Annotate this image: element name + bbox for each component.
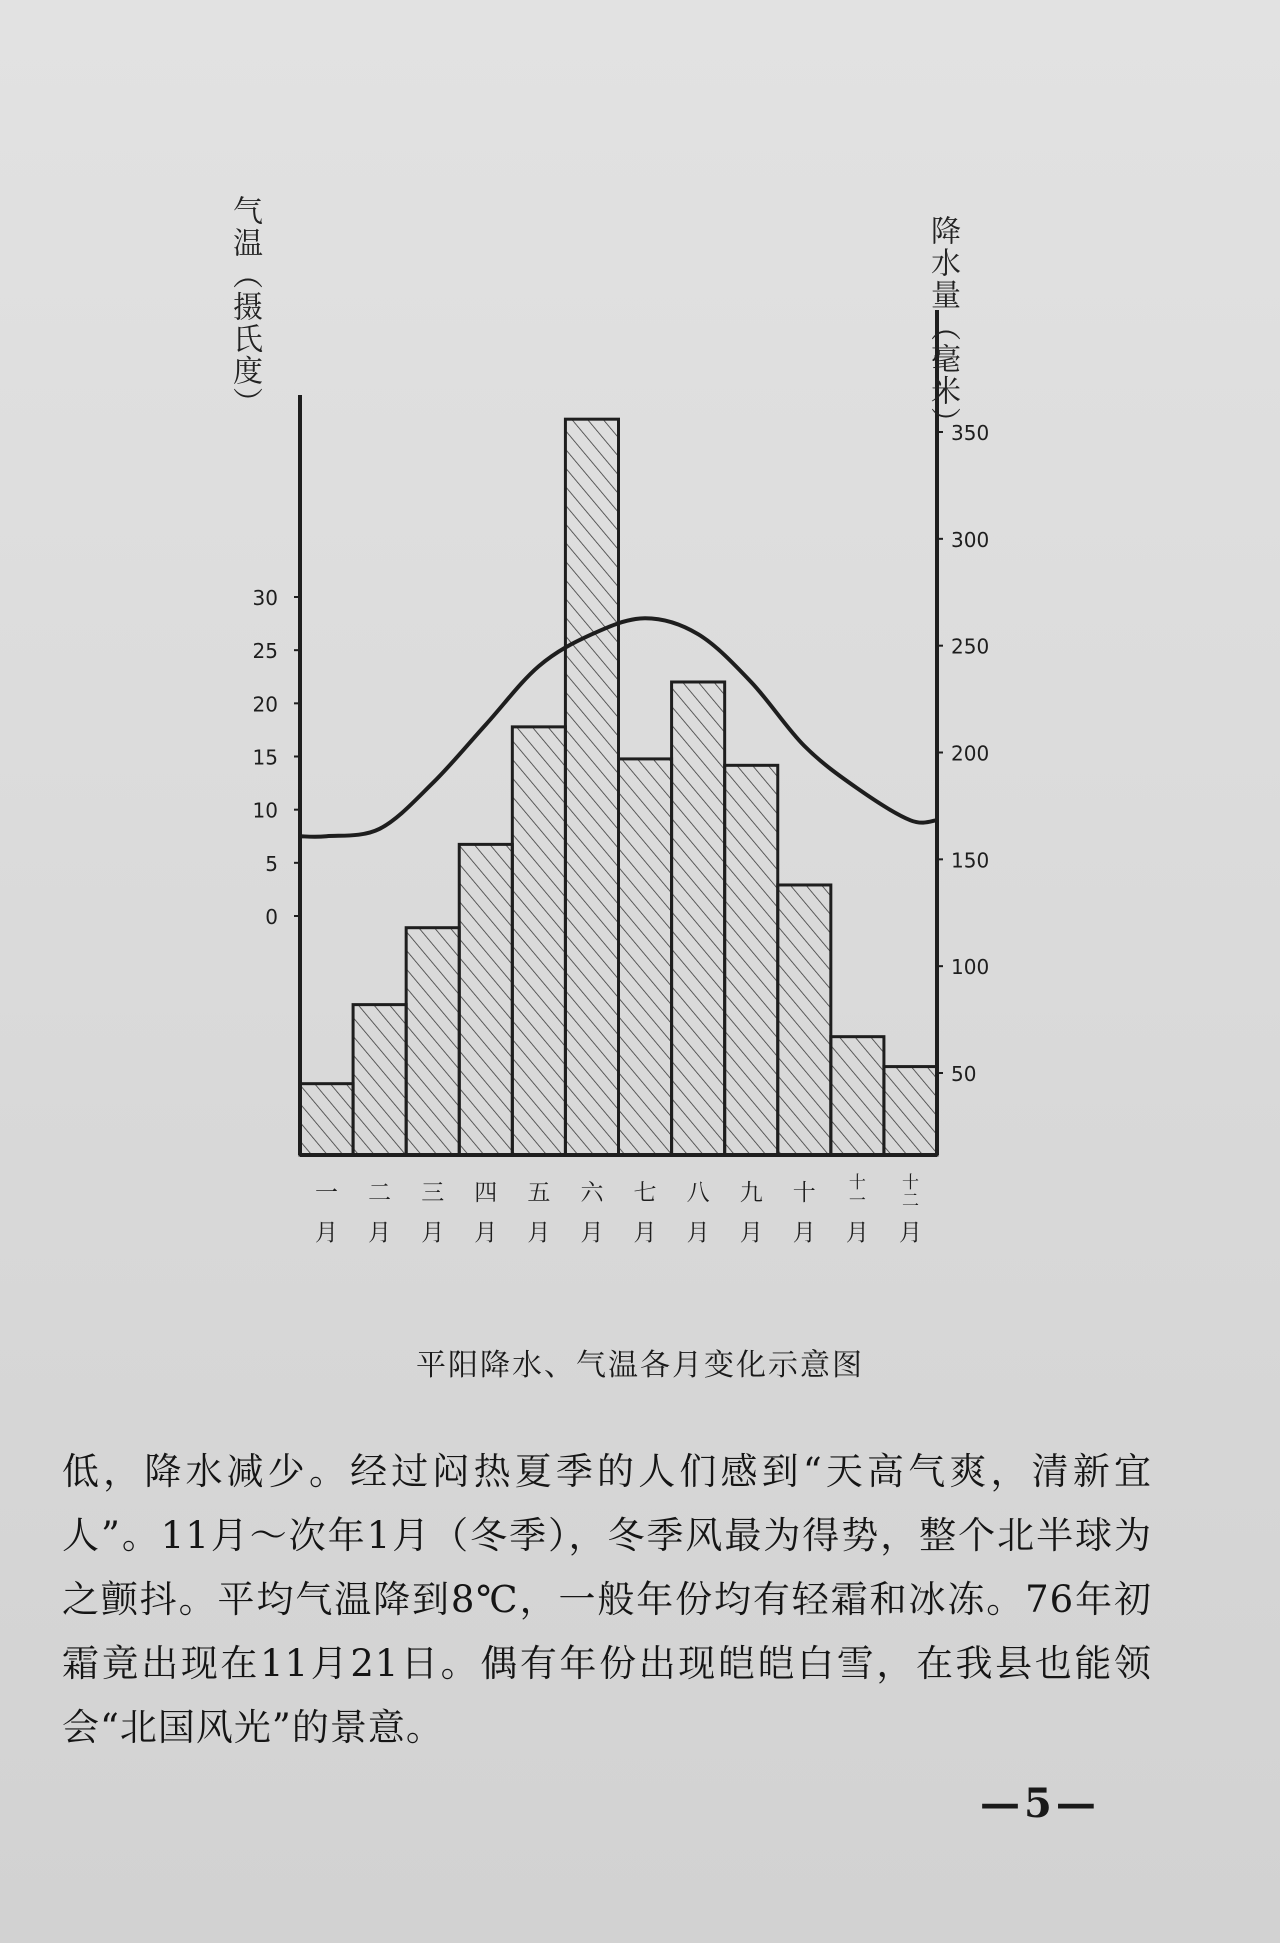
month-label-2 xyxy=(368,1180,391,1246)
month-label-bottom: 月 xyxy=(633,1220,657,1246)
month-label-3 xyxy=(421,1180,444,1246)
month-label-5 xyxy=(527,1180,550,1246)
precip-bar-4 xyxy=(459,844,512,1155)
month-label-10 xyxy=(793,1180,816,1246)
page-number: —5— xyxy=(980,1780,1100,1827)
right-tick-label: 100 xyxy=(951,955,990,980)
right-axis-title: 降水量（毫米） xyxy=(925,215,960,439)
right-tick-label: 300 xyxy=(951,527,990,552)
left-tick-label: 25 xyxy=(252,639,278,664)
precip-bar-6 xyxy=(565,419,618,1155)
month-label-bottom: 月 xyxy=(686,1220,710,1246)
month-label-6 xyxy=(580,1180,604,1246)
left-axis-title: 气温（摄氏度） xyxy=(227,195,262,419)
month-label-bottom: 月 xyxy=(474,1220,498,1246)
month-label-top: 三 xyxy=(421,1180,445,1206)
month-label-12 xyxy=(899,1173,922,1246)
month-label-bottom: 月 xyxy=(898,1220,922,1246)
month-label-top: 十 xyxy=(792,1180,816,1206)
left-tick-label: 30 xyxy=(252,586,278,610)
right-tick-label: 50 xyxy=(951,1062,977,1086)
month-label-mid: 一 xyxy=(848,1191,866,1211)
precip-bar-10 xyxy=(778,885,831,1155)
right-tick-label: 200 xyxy=(951,741,990,766)
left-tick-label: 5 xyxy=(265,851,278,876)
month-label-bottom: 月 xyxy=(421,1220,445,1246)
month-label-top: 十 xyxy=(901,1173,919,1193)
month-label-mid: 二 xyxy=(901,1191,919,1211)
precip-bar-2 xyxy=(353,1005,406,1155)
month-label-top: 一 xyxy=(315,1180,339,1206)
month-label-bottom: 月 xyxy=(315,1220,339,1246)
month-label-1 xyxy=(315,1180,338,1246)
month-label-4 xyxy=(474,1180,497,1246)
chart-title: 平阳降水、气温各月变化示意图 xyxy=(416,1348,864,1383)
right-tick-label: 250 xyxy=(951,634,990,659)
month-label-bottom: 月 xyxy=(845,1220,869,1246)
left-tick-label: 15 xyxy=(252,745,278,770)
body-paragraph: 低，降水减少。经过闷热夏季的人们感到“天高气爽，清新宜人”。11月～次年1月（冬季），冬季风最为得势，整个北半球为之颤抖。平均气温降到8℃，一般年份均有轻霜和冰冻。76年初霜竟出现在11月21日。偶有年份出现皑皑白雪，在我县也能领会“北国风光”的景意。 xyxy=(62,1450,1152,1749)
month-label-top: 十 xyxy=(848,1173,866,1193)
precip-bar-11 xyxy=(831,1037,884,1155)
month-label-top: 二 xyxy=(368,1180,392,1206)
month-label-top: 九 xyxy=(739,1180,763,1206)
month-label-11 xyxy=(846,1173,869,1246)
month-label-8 xyxy=(687,1180,710,1246)
left-tick-label: 20 xyxy=(252,692,278,717)
month-label-bottom: 月 xyxy=(580,1220,604,1246)
month-label-top: 五 xyxy=(527,1180,551,1206)
month-label-bottom: 月 xyxy=(527,1220,551,1246)
body-text xyxy=(62,1440,1152,1760)
month-label-9 xyxy=(740,1180,763,1246)
precip-bar-5 xyxy=(512,727,565,1155)
precip-bar-7 xyxy=(619,759,672,1155)
precip-bar-12 xyxy=(884,1067,937,1155)
month-label-bottom: 月 xyxy=(368,1220,392,1246)
right-tick-label: 150 xyxy=(951,848,990,873)
month-label-top: 四 xyxy=(474,1180,498,1206)
precip-bar-1 xyxy=(300,1084,353,1155)
left-tick-label: 10 xyxy=(252,798,278,823)
month-label-7 xyxy=(634,1180,657,1246)
right-tick-label: 350 xyxy=(951,421,990,445)
month-label-top: 八 xyxy=(686,1180,710,1206)
month-label-bottom: 月 xyxy=(792,1220,816,1246)
precip-bar-8 xyxy=(672,682,725,1155)
left-tick-label: 0 xyxy=(265,905,278,929)
precip-bar-3 xyxy=(406,928,459,1155)
month-label-top: 六 xyxy=(580,1180,604,1206)
month-label-top: 七 xyxy=(633,1180,657,1206)
precip-bar-9 xyxy=(725,765,778,1155)
month-label-bottom: 月 xyxy=(739,1220,763,1246)
